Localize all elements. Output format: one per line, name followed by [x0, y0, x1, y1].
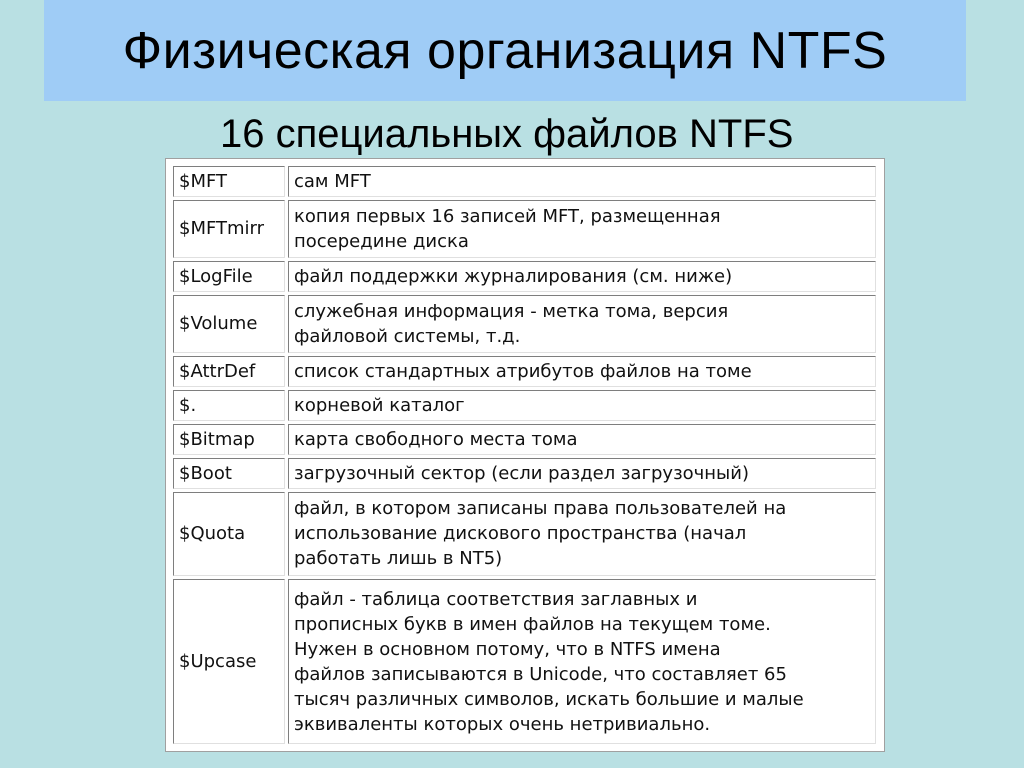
file-name-cell: $LogFile [173, 261, 285, 292]
file-desc-cell: файл - таблица соответствия заглавных и прописных букв в имен файлов на текущем томе. Нужен в основном потому, что в NTFS имена файлов записываются в Unicode, что составляет 65 тысяч различных символов, искать большие и малые эквиваленты которых очень нетривиально. [288, 579, 876, 744]
file-name-cell: $. [173, 390, 285, 421]
title-bar [44, 0, 966, 101]
table-row [173, 390, 876, 421]
slide-subtitle: 16 специальных файлов NTFS [220, 112, 794, 156]
file-desc-cell: файл поддержки журналирования (см. ниже) [288, 261, 876, 292]
ntfs-files-table [165, 158, 885, 752]
slide-title: Физическая организация NTFS [122, 21, 888, 80]
file-desc-cell: файл, в котором записаны права пользователей на использование дискового пространства (начал работать лишь в NT5) [288, 492, 876, 577]
file-desc-cell: копия первых 16 записей MFT, размещенная посередине диска [288, 200, 876, 258]
table-row [173, 579, 876, 744]
file-name-cell: $Volume [173, 295, 285, 353]
file-desc-cell: карта свободного места тома [288, 424, 876, 455]
table-row [173, 261, 876, 292]
file-name-cell: $MFTmirr [173, 200, 285, 258]
file-desc-cell: сам MFT [288, 166, 876, 197]
table-row [173, 356, 876, 387]
file-name-cell: $Upcase [173, 579, 285, 744]
table-row [173, 295, 876, 353]
file-name-cell: $Quota [173, 492, 285, 577]
file-name-cell: $AttrDef [173, 356, 285, 387]
table-row [173, 200, 876, 258]
table-row [173, 166, 876, 197]
table-row [173, 424, 876, 455]
file-name-cell: $MFT [173, 166, 285, 197]
table-row [173, 458, 876, 489]
file-desc-cell: список стандартных атрибутов файлов на томе [288, 356, 876, 387]
table-row [173, 492, 876, 577]
file-name-cell: $Boot [173, 458, 285, 489]
file-desc-cell: загрузочный сектор (если раздел загрузочный) [288, 458, 876, 489]
file-name-cell: $Bitmap [173, 424, 285, 455]
file-desc-cell: служебная информация - метка тома, версия файловой системы, т.д. [288, 295, 876, 353]
file-desc-cell: корневой каталог [288, 390, 876, 421]
